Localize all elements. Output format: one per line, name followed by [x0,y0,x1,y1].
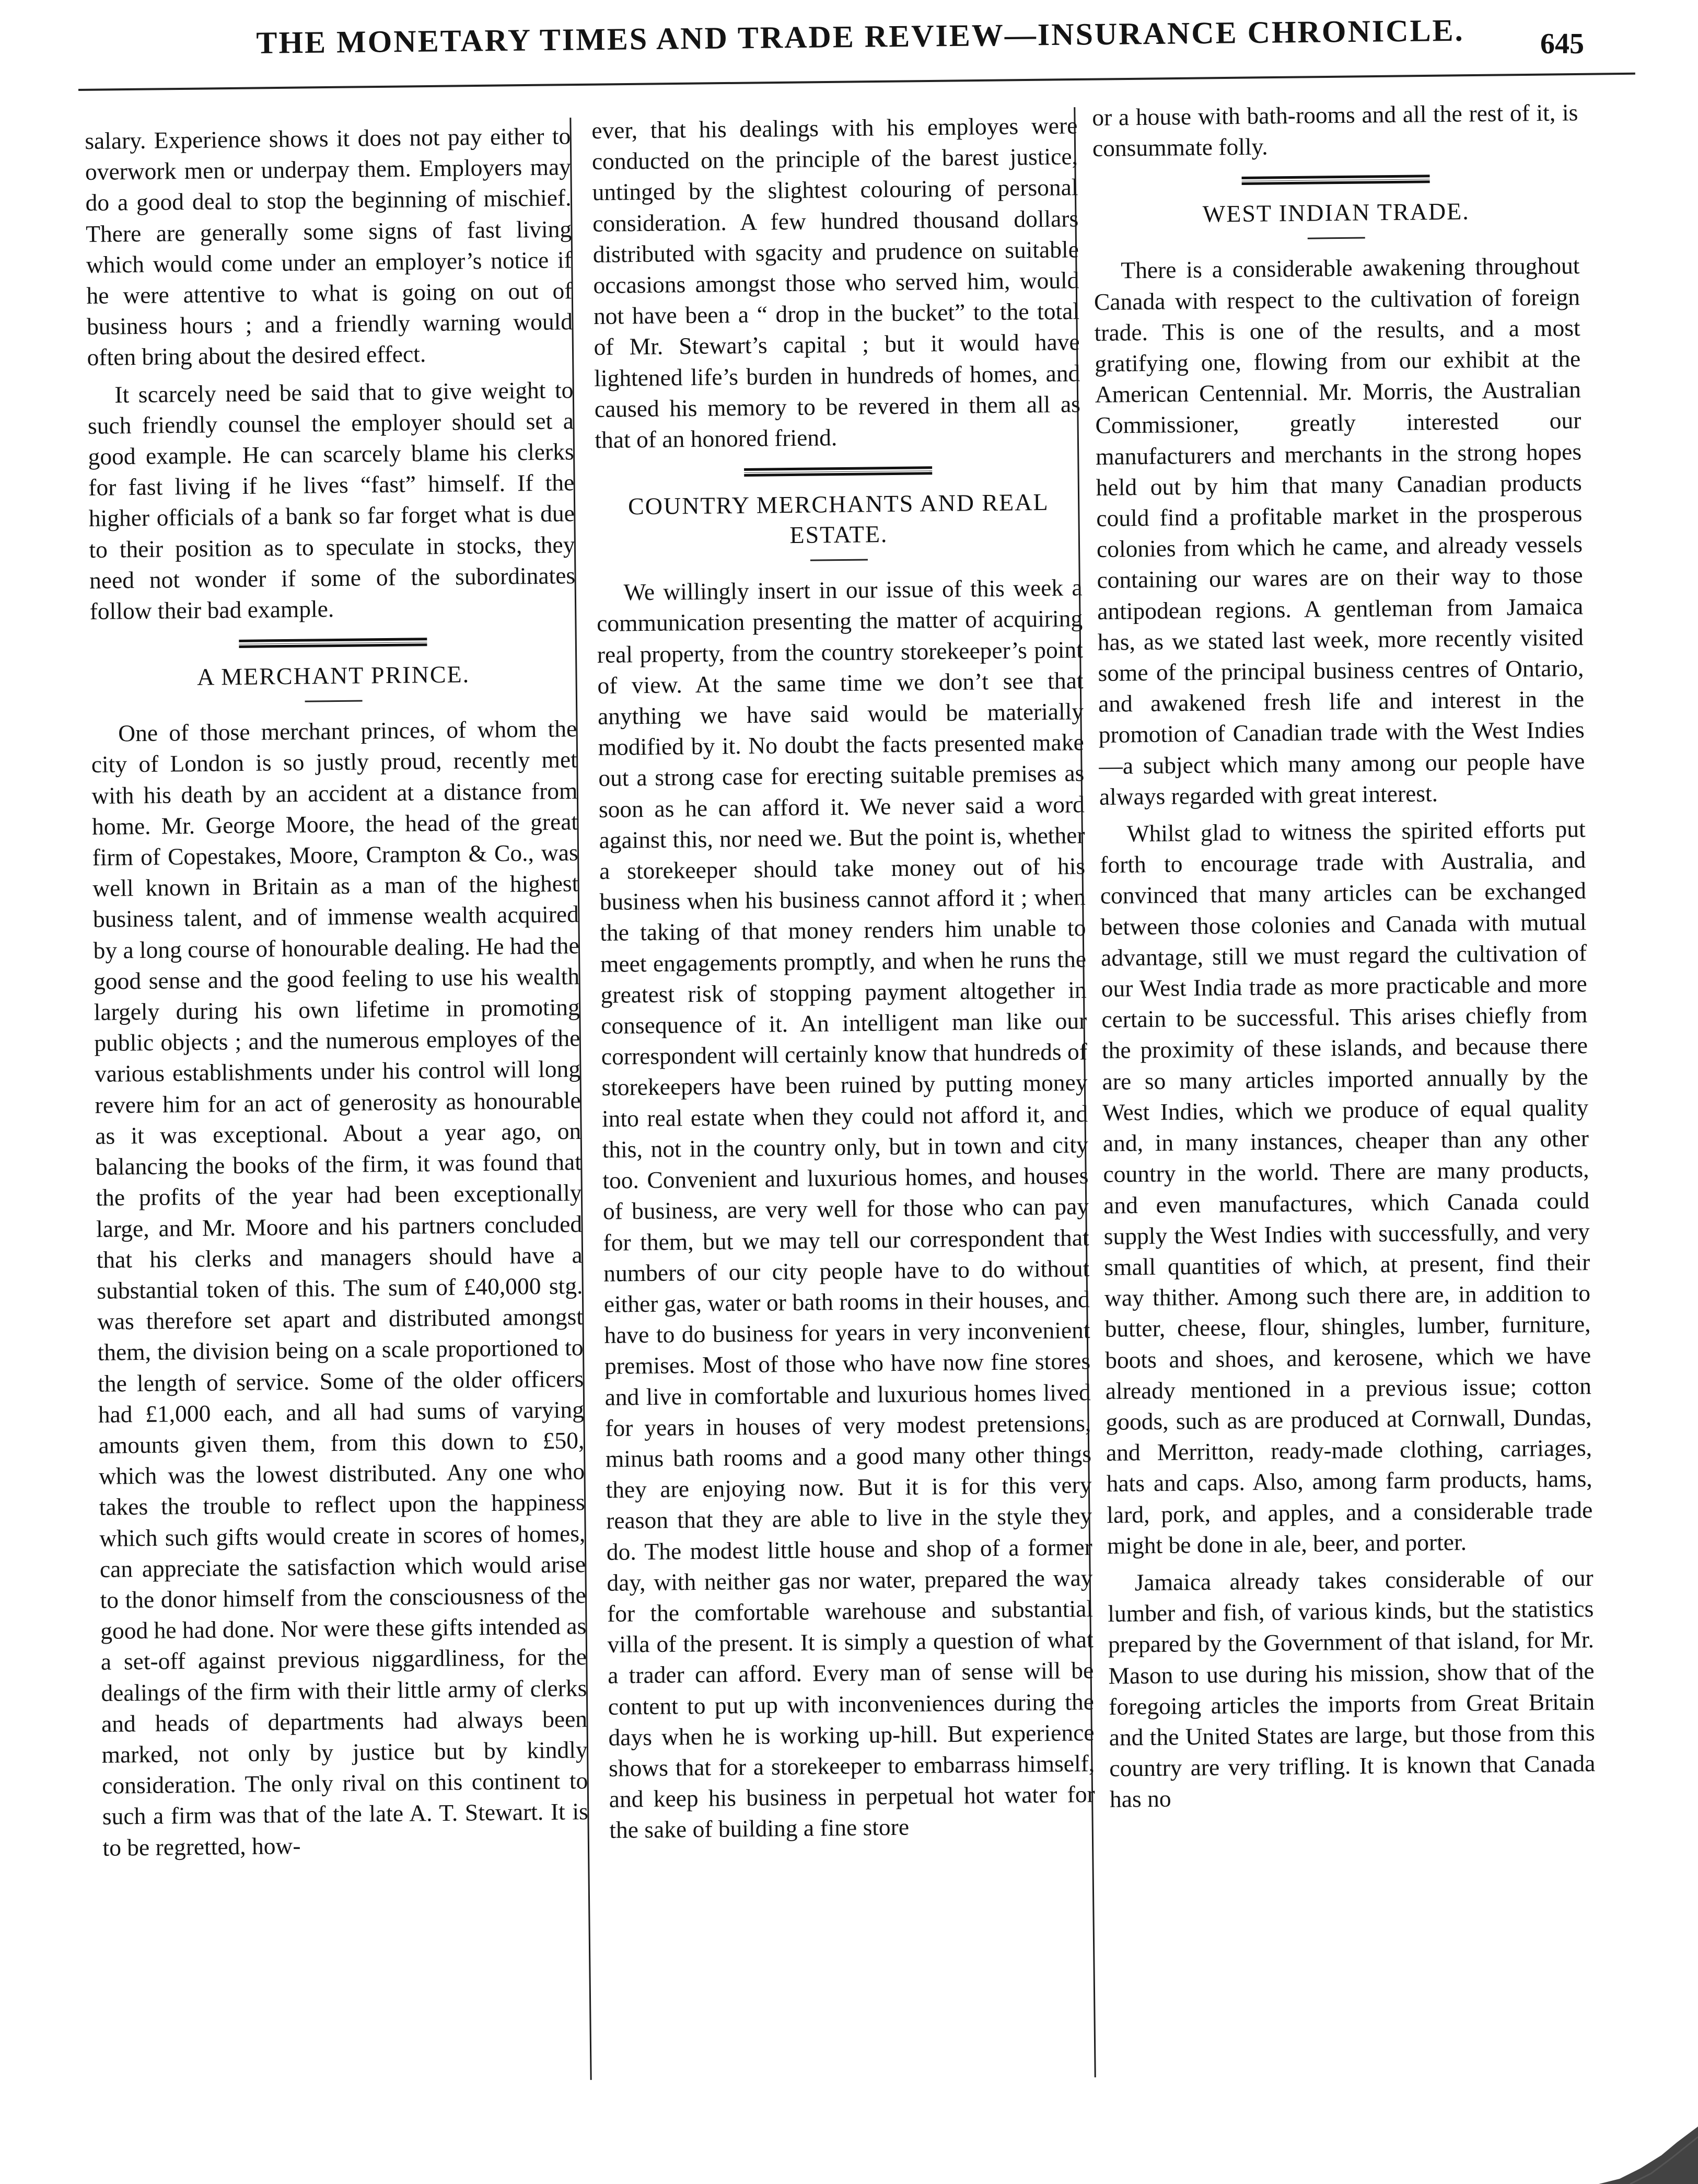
paragraph: It scarcely need be said that to give weight to such friendly counsel the employer should set a good example. He can scarcely blame his clerks for fast living if he lives “fast” himself. If the higher officials of a bank so far forget what is due to their position as to speculate in stocks, they need not wonder if some of the subordinates follow their bad example. [87,376,576,625]
paragraph: Whilst glad to witness the spirited efforts put forth to encourage trade with Australia, and convinced that many articles can be exchanged between those colonies and Canada with mutual advantage, still we must regard the cultivation of our West India trade as more practicable and more certain to be successful. This arises chiefly from the proximity of these islands, and because there are so many articles imported annually by the West Indies, which we produce of equal quality and, in many instances, cheaper than any other country in the world. There are many products, and even manufactures, which Canada could supply the West Indies with successfully, and very small quantities of which, at present, find their way thither. Among such there are, in addition to butter, cheese, flour, shingles, lumber, furniture, boots and shoes, and kerosene, which we have already mentioned in a previous issue; cotton goods, such as are produced at Cornwall, Dundas, and Merritton, ready-made clothing, carriages, hats and caps. Also, among farm products, hams, lard, pork, and apples, and a considerable trade might be done in ale, beer, and porter. [1100,815,1593,1559]
article-heading: WEST INDIAN TRADE. [1202,198,1470,228]
column-three [1092,97,1596,1821]
article-heading: A MERCHANT PRINCE. [196,661,470,691]
paragraph: One of those merchant princes, of whom the city of London is so justly proud, recently met with his death by an accident at a distance from home. Mr. George Moore, the head of the great firm of Copestakes, Moore, Crampton & Co., was well known in Britain as a man of the highest business talent, and of immense wealth acquired by a long course of honourable dealing. He had the good sense and the good feeling to use his wealth largely during his own lifetime in promoting public objects ; and the numerous employes of the various establishments under his control will long revere him for an act of generosity as honourable as it was exceptional. About a year ago, on balancing the books of the firm, it was found that the profits of the year had been exceptionally large, and Mr. Moore and his partners concluded that his clerks and managers should have a substantial token of this. The sum of £40,000 stg. was therefore set apart and distributed amongst them, the division being on a scale proportioned to the length of service. Some of the older officers had £1,000 each, and all had sums of varying amounts given them, from this down to £50, which was the lowest distributed. Any one who takes the trouble to reflect upon the happiness which such gifts would create in scores of homes, can appreciate the satisfaction which would arise to the donor himself from the consciousness of the good he had done. Nor were these gifts intended as a set-off against previous niggardliness, for the dealings of the firm with their little army of clerks and heads of departments had always been marked, not only by justice but by kindly consideration. The only rival on this continent to such a firm was that of the late A. T. Stewart. It is to be regretted, how- [91,715,589,1861]
column-two [591,110,1096,1852]
header-rule [78,73,1635,91]
paragraph: There is a considerable awakening throughout Canada with respect to the cultivation of foreign trade. This is one of the results, and a most gratifying one, flowing from our exhibit at the American Centennial. Mr. Morris, the Australian Commissioner, greatly interested our manufacturers and merchants in the strong hopes held out by him that many Canadian products could find a profitable market in the prosperous colonies from which he came, and already vessels containing our wares are on their way to those antipodean regions. A gentleman from Jamaica has, as we stated last week, more recently visited some of the principal business centres of Ontario, and awakened fresh life and interest in the promotion of Canadian trade with the West Indies—a subject which many among our people have always regarded with great interest. [1094,252,1585,810]
heading-underline [810,559,868,561]
paragraph: We willingly insert in our issue of this week a communication presenting the matter of acquiring real property, from the country storekeeper’s point of view. At the same time we don’t see that anything we have said would be materially modified by it. No doubt the facts presented make out a strong case for erecting suitable premises as soon as he can afford it. We never said a word against this, nor need we. But the point is, whether a storekeeper should take money out of his business when his business cannot afford it ; when the taking of that money renders him unable to meet engagements promptly, and when he runs the greatest risk of stopping payment altogether in consequence of it. An intelligent man like our correspondent will certainly know that hundreds of storekeepers have been ruined by putting money into real estate when they could not afford it, and this, not in the country only, but in town and city too. Convenient and luxurious homes, and houses of business, are very well for those who can pay for them, but we may tell our correspondent that numbers of our city people have to do without either gas, water or bath rooms in their houses, and have to do business for years in very inconvenient premises. Most of those who have now fine stores and live in comfortable and luxurious homes lived for years in houses of very modest pretensions, minus bath rooms and a good many other things they are enjoying now. But it is for this very reason that they are able to live in the style they do. The modest little house and shop of a former day, with neither gas nor water, prepared the way for the comfortable warehouse and substantial villa of the present. It is simply a question of what a trader can afford. Every man of sense will be content to put up with inconveniences during the days when he is working up-hill. But experience shows that for a storekeeper to embarrass himself, and keep his business in perpetual hot water for the sake of building a fine store [596,574,1095,1844]
paragraph: Jamaica already takes considerable of our lumber and fish, of various kinds, but the statistics prepared by the Government of that island, for Mr. Mason to use during his mission, show that of the foregoing articles the imports from Great Britain and the United States are large, but those from this country are very trifling. It is known that Canada has no [1108,1564,1596,1813]
scan-edge-artifact [1599,2106,1698,2184]
paragraph: or a house with bath-rooms and all the rest of it, is consummate folly. [1092,99,1578,162]
column-one [85,120,589,1869]
heading-underline [305,700,363,702]
section-rule [1242,175,1430,186]
article-heading: COUNTRY MERCHANTS AND REAL ESTATE. [627,489,1049,549]
paragraph: ever, that his dealings with his employes were conducted on the principle of the barest justice, untinged by the slightest colouring of personal consideration. A few hundred thousand dollars distributed with sgacity and prudence on suitable occasions amongst those who served him, would not have been a “ drop in the bucket” to the total of Mr. Stewart’s capital ; but it would have lightened life’s burden in hundreds of homes, and caused his memory to be revered in them all as that of an honored friend. [591,112,1081,453]
section-rule [744,466,932,477]
paragraph: salary. Experience shows it does not pay either to overwork men or underpay them. Employers may do a good deal to stop the beginning of mischief. There are generally some signs of fast living which would come under an employer’s notice if he were attentive to what is going on out of business hours ; and a friendly warning would often bring about the desired effect. [85,122,573,371]
running-title: THE MONETARY TIMES AND TRADE REVIEW—INSURANCE CHRONICLE. [256,13,1464,60]
page-number: 645 [1540,28,1584,60]
section-rule [239,638,427,648]
heading-underline [1308,237,1365,239]
